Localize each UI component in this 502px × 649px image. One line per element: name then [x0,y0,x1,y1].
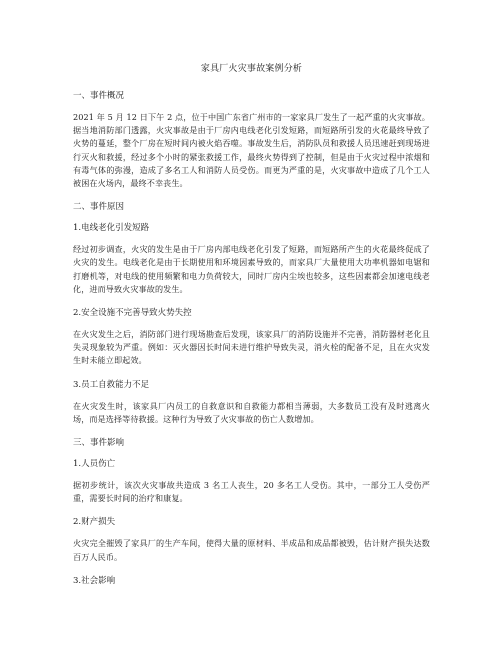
impact-subheading-property: 2.财产损失 [73,517,116,528]
cause-subheading-safety: 2.安全设施不完善导致火势失控 [73,308,192,319]
cause-subheading-wiring: 1.电线老化引发短路 [73,223,150,234]
cause-paragraph-safety: 在火灾发生之后，消防部门进行现场勘查后发现，该家具厂的消防设施并不完善，消防器材老化且失灵现象较为严重。例如：灭火器因长时间未进行维护导致失灵，消火栓的配备不足，且在火灾发生时未能立即起效。 [73,329,430,366]
section-heading-overview: 一、事件概况 [73,91,125,101]
document-content [73,63,430,596]
impact-paragraph-property: 火灾完全摧毁了家具厂的生产车间，使得大量的原材料、半成品和成品都被毁，估计财产损失达数百万人民币。 [73,538,430,562]
section-heading-causes: 二、事件原因 [73,202,125,213]
impact-subheading-social: 3.社会影响 [73,575,116,586]
cause-paragraph-selfrescue: 在火灾发生时，该家具厂内员工的自救意识和自救能力都相当薄弱，大多数员工没有及时逃离火场，而是选择等待救援。这种行为导致了火灾事故的伤亡人数增加。 [73,400,430,424]
cause-subheading-selfrescue: 3.员工自救能力不足 [73,379,150,390]
impact-subheading-casualties: 1.人员伤亡 [73,459,116,470]
impact-paragraph-casualties: 据初步统计，该次火灾事故共造成 3 名工人丧生，20 多名工人受伤。其中，一部分工人受伤严重，需要长时间的治疗和康复。 [73,480,430,504]
document-title: 家具厂火灾事故案例分析 [200,64,303,74]
section-heading-impact: 三、事件影响 [73,438,125,449]
section-paragraph-overview: 2021 年 5 月 12 日下午 2 点，位于中国广东省广州市的一家家具厂发生了一起严重的火灾事故。据当地消防部门透露，火灾事故是由于厂房内电线老化引发短路，而短路所引发的火花最终导致了火势的蔓延，整个厂房在短时间内被火焰吞噬。事故发生后，消防队员和救援人员迅速赶到现场进行灭火和救援，经过多个小时的紧张救援工作，最终火势得到了控制，但是由于火灾过程中浓烟和有毒气体的弥漫，造成了多名工人和消防人员受伤。而更为严重的是，火灾事故中造成了几个工人被困在火场内，最终不幸丧生。 [73,112,430,189]
cause-paragraph-wiring: 经过初步调查，火灾的发生是由于厂房内部电线老化引发了短路，而短路所产生的火花最终促成了火灾的发生。电线老化是由于长期使用和环境因素导致的，而家具厂大量使用大功率机器如电锯和打磨机等，对电线的使用频繁和电力负荷较大，同时厂房内尘埃也较多，这些因素都会加速电线老化，进而导致火灾事故的发生。 [73,244,430,294]
